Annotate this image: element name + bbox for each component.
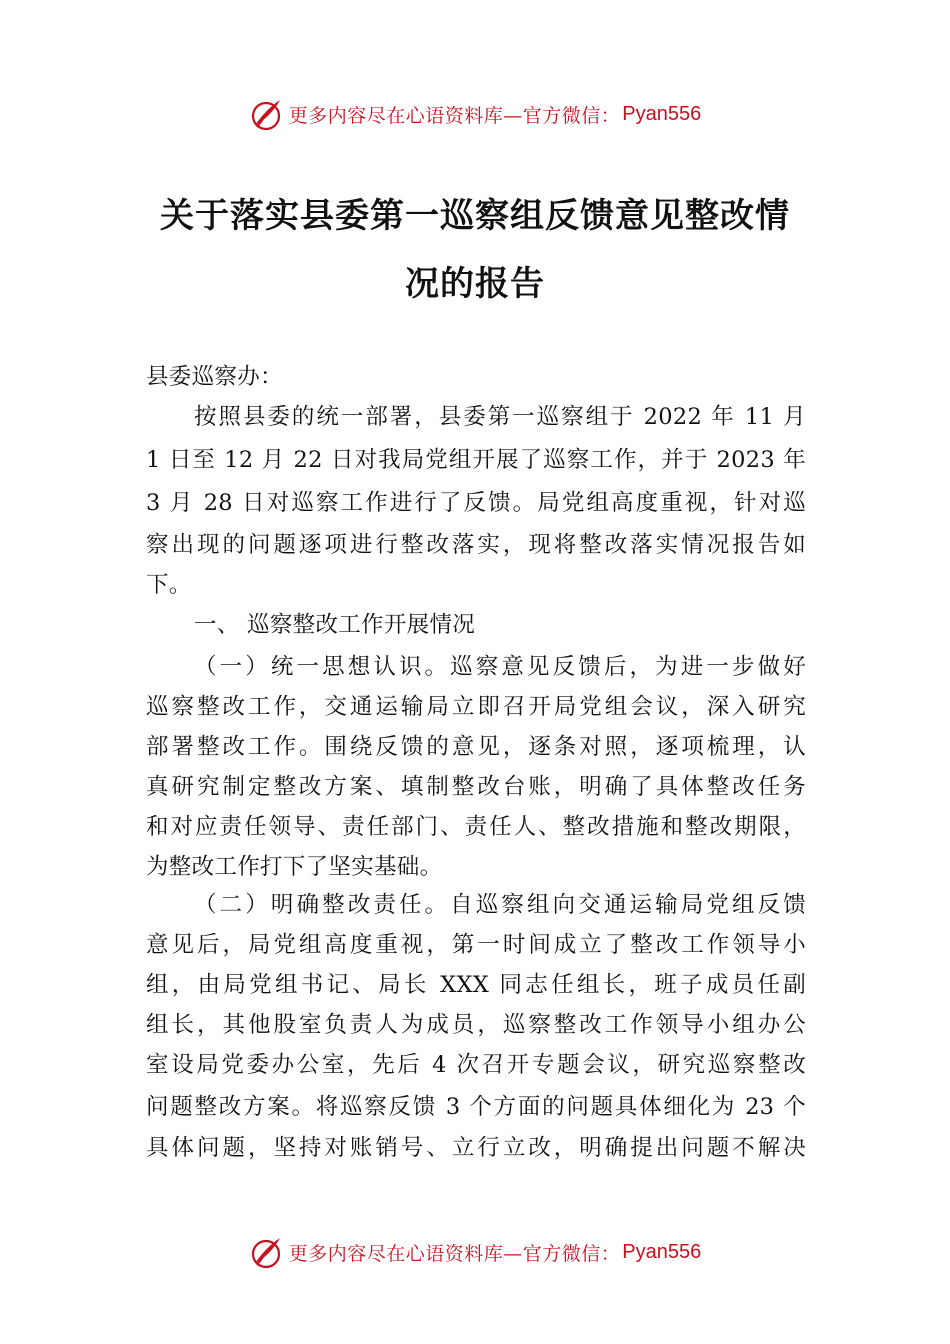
body-line: 巡察整改工作，交通运输局立即召开局党组会议，深入研究 [146,694,806,720]
body-line: 和对应责任领导、责任部门、责任人、整改措施和整改期限， [146,814,806,840]
body-line: 具体问题，坚持对账销号、立行立改，明确提出问题不解决 [146,1135,806,1161]
body-line: 为整改工作打下了坚实基础。 [146,854,443,880]
body-line: 3 月 28 日对巡察工作进行了反馈。局党组高度重视，针对巡 [146,490,806,516]
body-line: 组长，其他股室负责人为成员，巡察整改工作领导小组办公 [146,1012,806,1038]
quill-logo-icon [249,97,283,131]
watermark-text: 更多内容尽在心语资料库—官方微信： [288,1242,621,1265]
watermark-wechat-id: Pyan556 [622,1240,702,1263]
body-line: 问题整改方案。将巡察反馈 3 个方面的问题具体细化为 23 个 [146,1094,806,1120]
body-line: 真研究制定整改方案、填制整改台账，明确了具体整改任务 [146,774,806,800]
body-line: 察出现的问题逐项进行整改落实，现将整改落实情况报告如 [146,532,806,558]
body-line: 按照县委的统一部署，县委第一巡察组于 2022 年 11 月 [194,404,806,430]
quill-logo-icon [249,1235,283,1269]
body-line: 意见后，局党组高度重视，第一时间成立了整改工作领导小 [146,932,806,958]
body-line: 下。 [146,572,192,598]
document-title-line-2: 况的报告 [405,264,545,304]
section-heading: 一、 巡察整改工作开展情况 [194,612,476,638]
watermark-text: 更多内容尽在心语资料库—官方微信： [288,104,621,127]
document-title-line-1: 关于落实县委第一巡察组反馈意见整改情 [160,196,790,236]
body-line: （二）明确整改责任。自巡察组向交通运输局党组反馈 [194,892,806,918]
body-line: 部署整改工作。围绕反馈的意见，逐条对照，逐项梳理，认 [146,734,806,760]
body-line: 1 日至 12 月 22 日对我局党组开展了巡察工作，并于 2023 年 [146,447,806,473]
watermark-footer [0,1232,950,1272]
body-line: 组，由局党组书记、局长 XXX 同志任组长，班子成员任副 [146,972,806,998]
body-line: （一）统一思想认识。巡察意见反馈后，为进一步做好 [194,654,806,680]
watermark-wechat-id: Pyan556 [622,102,702,125]
body-line: 室设局党委办公室，先后 4 次召开专题会议，研究巡察整改 [146,1052,806,1078]
watermark-header [0,94,950,134]
salutation: 县委巡察办： [146,364,283,390]
